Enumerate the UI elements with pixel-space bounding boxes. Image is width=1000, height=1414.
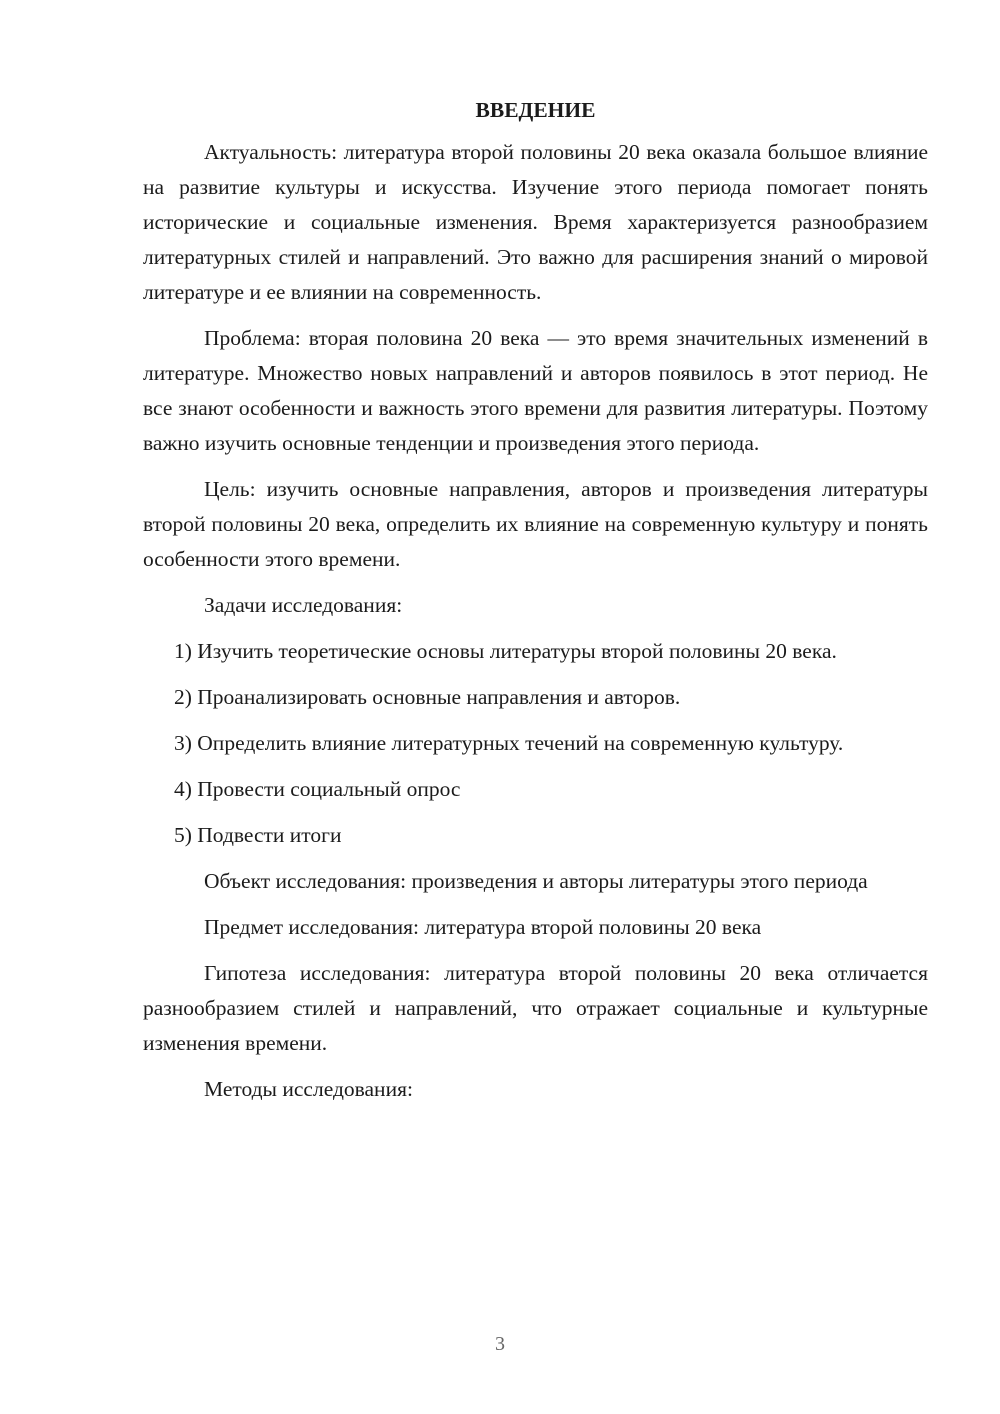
paragraph-problem: Проблема: вторая половина 20 века — это время значительных изменений в литературе. Множество новых направлений и авторов появилось в этот период. Не все знают особенности и важность этого времени для развития литературы. Поэтому важно изучить основные тенденции и произведения этого периода. <box>143 326 928 455</box>
task-item: 5) Подвести итоги <box>174 823 342 847</box>
paragraph-methods-title: Методы исследования: <box>204 1077 413 1101</box>
paragraph-goal: Цель: изучить основные направления, авторов и произведения литературы второй половины 20 века, определить их влияние на современную культуру и понять особенности этого времени. <box>143 477 928 571</box>
task-item: 2) Проанализировать основные направления и авторов. <box>174 685 681 709</box>
paragraph-tasks-title: Задачи исследования: <box>204 593 403 617</box>
paragraph-subject: Предмет исследования: литература второй половины 20 века <box>204 915 762 939</box>
task-item: 3) Определить влияние литературных течений на современную культуру. <box>174 731 844 755</box>
page-number: 3 <box>495 1333 505 1355</box>
section-heading: ВВЕДЕНИЕ <box>475 98 596 122</box>
paragraph-hypothesis: Гипотеза исследования: литература второй половины 20 века отличается разнообразием стилей и направлений, что отражает социальные и культурные изменения времени. <box>143 961 928 1055</box>
paragraph-relevance: Актуальность: литература второй половины 20 века оказала большое влияние на развитие культуры и искусства. Изучение этого периода помогает понять исторические и социальные изменения. Время характеризуется разнообразием литературных стилей и направлений. Это важно для расширения знаний о мировой литературе и ее влиянии на современность. <box>143 140 928 304</box>
task-item: 4) Провести социальный опрос <box>174 777 461 801</box>
document-page <box>143 93 928 1118</box>
paragraph-object: Объект исследования: произведения и авторы литературы этого периода <box>204 869 868 893</box>
task-item: 1) Изучить теоретические основы литературы второй половины 20 века. <box>174 639 837 663</box>
